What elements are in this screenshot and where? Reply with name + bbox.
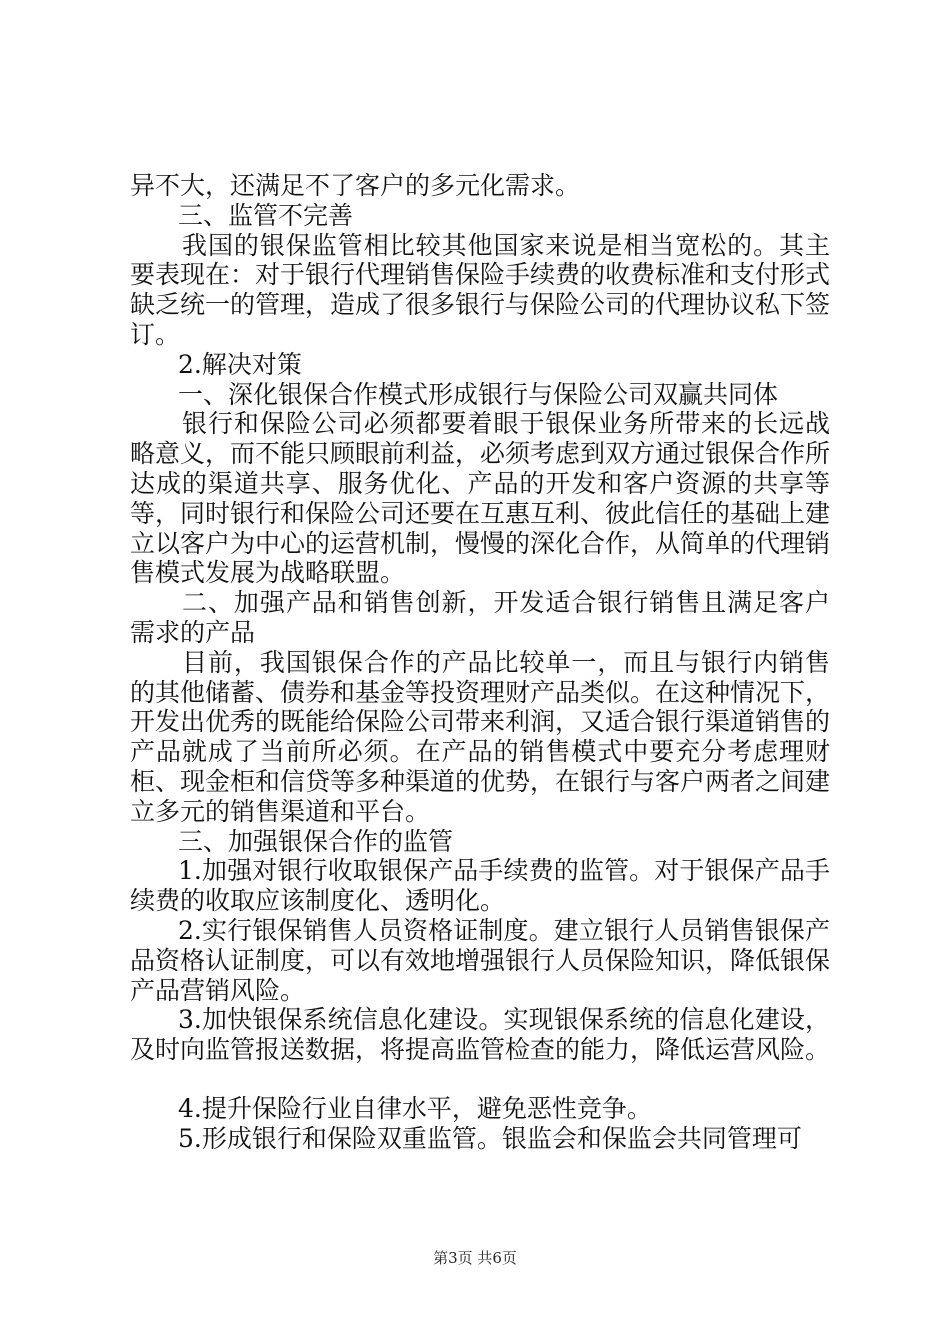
list-item-2: 2.实行银保销售人员资格证制度。建立银行人员销售银保产品资格认证制度，可以有效地增强银行人员保险知识，降低银保产品营销风险。	[130, 915, 831, 1005]
paragraph-gap	[130, 1065, 830, 1094]
list-item-3: 3.加快银保系统信息化建设。实现银保系统的信息化建设，及时向监管报送数据，将提高监管检查的能力，降低运营风险。	[130, 1005, 831, 1065]
section-heading-supervision-weak: 三、监管不完善	[178, 200, 354, 230]
document-body	[130, 171, 830, 1154]
list-item-1: 1.加强对银行收取银保产品手续费的监管。对于银保产品手续费的收取应该制度化、透明化。	[130, 856, 830, 916]
section-heading-product-innovation: 二、加强产品和销售创新，开发适合银行销售且满足客户需求的产品	[130, 588, 830, 647]
paragraph-products: 目前，我国银保合作的产品比较单一，而且与银行内销售的其他储蓄、债券和基金等投资理财产品类似。在这种情况下，开发出优秀的既能给保险公司带来利润，又适合银行渠道销售的产品就成了当前所必须。在产品的销售模式中要充分考虑理财柜、现金柜和信贷等多种渠道的优势，在银行与客户两者之间建立多元的销售渠道和平台。	[130, 647, 831, 826]
list-item-4: 4.提升保险行业自律水平，避免恶性竞争。	[178, 1093, 652, 1123]
paragraph-continuation: 异不大，还满足不了客户的多元化需求。	[130, 171, 581, 200]
section-heading-deepen-cooperation: 一、深化银保合作模式形成银行与保险公司双赢共同体	[178, 379, 779, 409]
section-heading-strengthen-supervision: 三、加强银保合作的监管	[178, 826, 454, 856]
paragraph-supervision: 我国的银保监管相比较其他国家来说是相当宽松的。其主要表现在：对于银行代理销售保险手续费的收费标准和支付形式缺乏统一的管理，造成了很多银行与保险公司的代理协议私下签订。	[130, 230, 831, 349]
section-heading-solutions: 2.解决对策	[178, 349, 302, 379]
paragraph-cooperation: 银行和保险公司必须都要着眼于银保业务所带来的长远战略意义，而不能只顾眼前利益，必须考虑到双方通过银保合作所达成的渠道共享、服务优化、产品的开发和客户资源的共享等等，同时银行和保险公司还要在互惠互利、彼此信任的基础上建立以客户为中心的运营机制，慢慢的深化合作，从简单的代理销售模式发展为战略联盟。	[130, 409, 831, 588]
page-footer: 第3页 共6页	[433, 1249, 517, 1267]
list-item-5: 5.形成银行和保险双重监管。银监会和保监会共同管理可	[178, 1123, 802, 1153]
